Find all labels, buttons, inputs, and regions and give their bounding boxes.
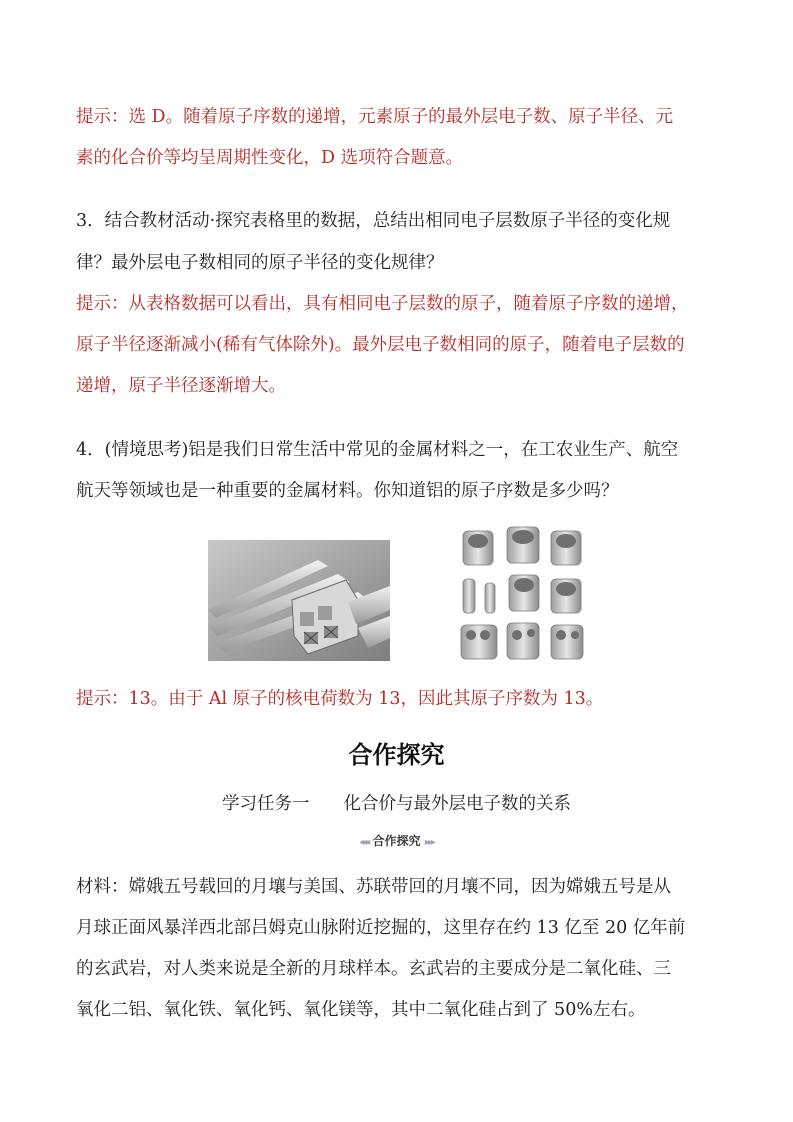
- task-name: 化合价与最外层电子数的关系: [343, 794, 571, 814]
- aluminum-tubes-photo: [455, 523, 587, 667]
- material-line: 月球正面风暴洋西北部吕姆克山脉附近挖掘的，这里存在约 13 亿至 20 亿年前: [76, 918, 686, 938]
- question-line: 4．(情境思考)铝是我们日常生活中常见的金属材料之一，在工农业生产、航空: [76, 440, 679, 460]
- section-badge: [0, 832, 793, 849]
- material-line: 的玄武岩，对人类来说是全新的月球样本。玄武岩的主要成分是二氧化硅、三: [76, 959, 671, 979]
- material-line: 材料：嫦娥五号载回的月壤与美国、苏联带回的月壤不同，因为嫦娥五号是从: [76, 877, 671, 897]
- section-title: 合作探究: [348, 741, 445, 769]
- hint-line: 原子半径逐渐减小(稀有气体除外)。最外层电子数相同的原子，随着电子层数的: [76, 335, 685, 355]
- material-line: 氧化二铝、氧化铁、氧化钙、氧化镁等，其中二氧化硅占到了 50%左右。: [76, 1000, 646, 1020]
- task-heading: [0, 790, 793, 815]
- hint-line: 提示：从表格数据可以看出，具有相同电子层数的原子，随着原子序数的递增，: [76, 294, 689, 314]
- hint-line: 提示：选 D。随着原子序数的递增，元素原子的最外层电子数、原子半径、元: [76, 107, 674, 127]
- aluminum-profiles-photo: [208, 540, 390, 661]
- question-line: 律？最外层电子数相同的原子半径的变化规律？: [76, 253, 444, 273]
- badge-label: 合作探究: [372, 834, 421, 848]
- hint-line: 递增，原子半径逐渐增大。: [76, 376, 286, 396]
- hint-line: 素的化合价等均呈周期性变化，D 选项符合题意。: [76, 148, 464, 168]
- question-line: 3．结合教材活动·探究表格里的数据，总结出相同电子层数原子半径的变化规: [76, 211, 671, 231]
- hint-line: 提示：13。由于 Al 原子的核电荷数为 13，因此其原子序数为 13。: [76, 689, 604, 709]
- question-line: 航天等领域也是一种重要的金属材料。你知道铝的原子序数是多少吗？: [76, 481, 619, 501]
- task-label: 学习任务一: [222, 794, 310, 814]
- double-chevron-right-icon: ▸▸▸: [424, 837, 434, 848]
- double-chevron-left-icon: ◂◂◂: [359, 837, 369, 848]
